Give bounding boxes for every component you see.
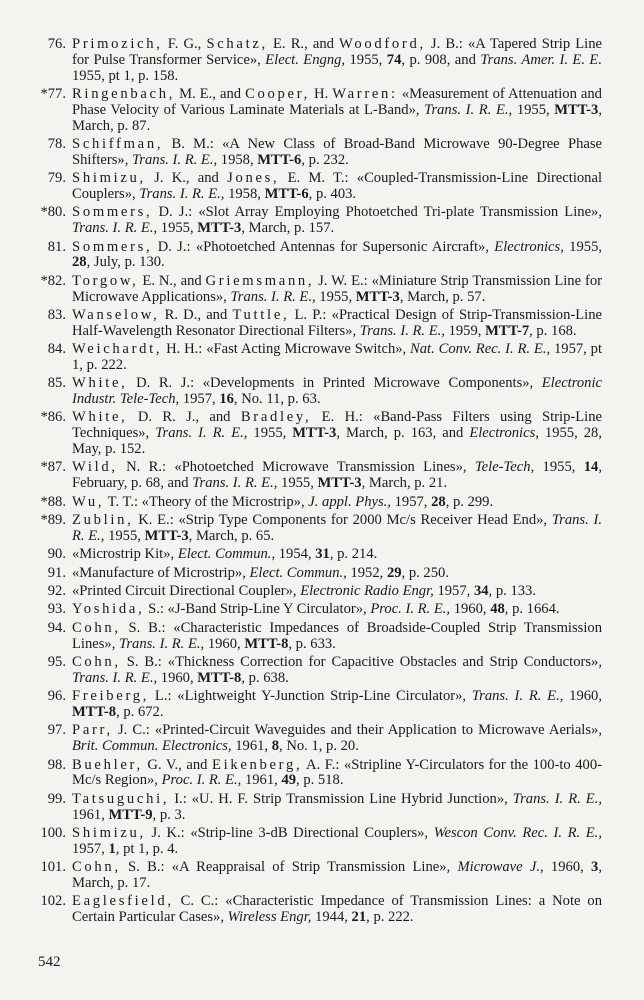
citation-text: 1957, (179, 391, 220, 408)
citation-text: S.: «J-Band Strip-Line Y Circulator», (144, 601, 371, 618)
reference-entry (20, 547, 602, 563)
reference-number: 97. (47, 722, 66, 739)
citation-text: , March, p. 17. (72, 859, 602, 891)
reference-text (72, 460, 602, 492)
citation-text: , p. 403. (308, 185, 357, 202)
author-name: Primozich, (72, 36, 163, 52)
journal-title: Trans. I. R. E., (230, 288, 316, 305)
reference-entry (20, 495, 602, 511)
journal-title: Electronics, (494, 238, 564, 255)
journal-title: Electronic Industr. Tele-Tech, (72, 375, 602, 408)
citation-text: E. R., and (267, 36, 340, 52)
citation-text: S. B.: «Thickness Correction for Capacitive Obstacles and Strip Conductors», (120, 653, 602, 670)
volume-number: MTT-8 (72, 703, 117, 720)
reference-number: 85. (47, 375, 66, 392)
reference-entry (20, 655, 602, 687)
citation-text: G. V., and (142, 756, 212, 773)
reference-entry (20, 460, 602, 492)
citation-text: L.: «Lightweight Y-Junction Strip-Line Circulator», (149, 688, 472, 705)
reference-number: 94. (47, 619, 66, 636)
reference-text (72, 376, 602, 408)
journal-title: Electronic Radio Engr, (300, 583, 434, 599)
journal-title: Brit. Commun. Electronics, (72, 738, 232, 755)
citation-text: 1961, (72, 806, 109, 823)
journal-title: Electronics, (469, 425, 539, 442)
citation-text: «Microstrip Kit», (72, 546, 178, 563)
journal-title: Microwave J., (457, 859, 544, 876)
reference-text (72, 655, 602, 687)
citation-text: E. N., and (138, 272, 206, 289)
author-name: Freiberg, (72, 688, 150, 705)
citation-text: , p. 638. (241, 669, 289, 686)
citation-text: , p. 908, and (401, 51, 481, 68)
citation-text: 1955, (104, 527, 145, 544)
author-name: Woodford, (339, 36, 426, 52)
journal-title: Proc. I. R. E., (161, 772, 242, 789)
volume-number: MTT-9 (108, 806, 153, 823)
author-name: Tuttle, (232, 306, 290, 323)
author-name: Shimizu, (72, 170, 146, 187)
citation-text: 1957, (433, 583, 474, 599)
reference-number: *87. (40, 459, 66, 476)
reference-text (72, 584, 602, 600)
reference-text (72, 621, 602, 653)
citation-text: , March, p. 163, and (336, 425, 470, 442)
citation-text: , March, p. 57. (399, 288, 486, 305)
journal-title: Elect. Commun., (249, 564, 347, 581)
journal-title: Trans. Amer. I. E. E. (480, 51, 602, 68)
volume-number: 28 (431, 493, 446, 510)
citation-text: 1960, (204, 635, 245, 652)
citation-text: 1955, (157, 220, 198, 237)
author-name: Wild, (72, 459, 118, 476)
reference-text (72, 308, 602, 340)
reference-text (72, 410, 602, 457)
author-name: Sommers, (72, 238, 153, 255)
citation-text: , July, p. 130. (86, 254, 165, 271)
volume-number: MTT-3 (355, 288, 400, 305)
author-name: White, (72, 409, 128, 426)
citation-text: 1955, (534, 459, 584, 476)
citation-text: I.: «U. H. F. Strip Transmission Line Hybrid Junction», (169, 790, 513, 807)
reference-number: 102. (40, 893, 66, 910)
reference-entry (20, 240, 602, 272)
reference-number: *88. (40, 493, 66, 510)
reference-entry (20, 602, 602, 618)
author-name: Shimizu, (72, 824, 146, 841)
citation-text: 1960, (450, 601, 491, 618)
citation-text: 1958, (224, 185, 265, 202)
author-name: Torgow, (72, 272, 139, 289)
citation-text: , pt 1, p. 4. (115, 840, 179, 857)
author-name: Zublin, (72, 512, 134, 529)
page-number: 542 (38, 954, 61, 970)
citation-text: 1961, (231, 738, 272, 755)
citation-text: , p. 133. (488, 583, 536, 599)
reference-entry (20, 689, 602, 721)
journal-title: Trans. I. R. E., (359, 322, 445, 339)
citation-text: , No. 1, p. 20. (279, 738, 359, 755)
reference-number: 101. (40, 859, 66, 876)
citation-text: 1955, (277, 475, 318, 492)
author-name: Schiffman, (72, 135, 164, 152)
reference-entry (20, 566, 602, 582)
journal-title: Trans. I. R. E., (72, 220, 158, 237)
author-name: Wu, (72, 493, 105, 510)
author-name: Griemsmann, (205, 272, 315, 289)
citation-text: B. M.: «A New Class of Broad-Band Microwave 90-Degree Phase Shifters», (72, 135, 602, 168)
citation-text: 1955, (345, 51, 387, 68)
author-name: Yoshida, (72, 601, 145, 618)
citation-text: J. B.: «A Tapered Strip Line for Pulse Transformer Service», (72, 36, 602, 68)
citation-text: 1952, (346, 564, 387, 581)
journal-title: Trans. I. R. E., (119, 635, 205, 652)
volume-number: MTT-3 (197, 220, 242, 237)
citation-text: C. C.: «Characteristic Impedance of Transmission Lines: a Note on Certain Particular Cases», (72, 893, 602, 926)
citation-text: J. C.: «Printed-Circuit Waveguides and their Application to Microwave Aerials», (112, 722, 602, 739)
volume-number: 74 (386, 51, 402, 68)
reference-text (72, 171, 602, 203)
citation-text: 1960, (157, 669, 198, 686)
citation-text: J. W. E.: «Miniature Strip Transmission Line for Microwave Applications», (72, 272, 602, 305)
author-name: Bradley, (240, 409, 312, 426)
journal-title: Trans. I. R. E., (424, 101, 513, 118)
author-name: Tatsuguchi, (72, 790, 170, 807)
reference-text (72, 37, 602, 84)
citation-text: 1955, (512, 101, 555, 118)
author-name: Wanselow, (72, 306, 160, 323)
reference-text (72, 513, 602, 545)
citation-text: , February, p. 68, and (72, 459, 602, 492)
reference-list (20, 37, 602, 928)
journal-title: Trans. I. R. E., (155, 425, 248, 442)
citation-text: D. J.: «Photoetched Antennas for Supersonic Aircraft», (152, 238, 495, 255)
reference-number: *77. (40, 85, 66, 102)
reference-text (72, 87, 602, 134)
reference-number: 100. (40, 824, 66, 841)
reference-entry (20, 274, 602, 306)
reference-number: 81. (47, 238, 66, 255)
volume-number: MTT-8 (244, 635, 289, 652)
reference-number: 90. (47, 546, 66, 563)
citation-text: 1944, (311, 909, 352, 926)
citation-text: , p. 1664. (504, 601, 560, 618)
reference-entry (20, 171, 602, 203)
author-name: Buehler, (72, 756, 143, 773)
reference-number: 78. (47, 135, 66, 152)
author-name: Sommers, (72, 204, 153, 221)
citation-text: L. P.: «Practical Design of Strip-Transmission-Line Half-Wavelength Resonator Directional Filters», (72, 306, 602, 339)
reference-entry (20, 894, 602, 926)
journal-title: Trans. I. R. E., (132, 151, 218, 168)
reference-number: 92. (47, 583, 66, 599)
citation-text: 1955, (563, 238, 603, 255)
citation-text: 1961, (241, 772, 282, 789)
citation-text: H. (310, 85, 333, 102)
citation-text: «Manufacture of Microstrip», (72, 564, 250, 581)
volume-number: MTT-3 (317, 475, 362, 492)
reference-text (72, 826, 602, 858)
volume-number: 8 (271, 738, 280, 755)
citation-text: , p. 633. (288, 635, 336, 652)
journal-title: Elect. Commun., (177, 546, 276, 563)
citation-text: , p. 232. (301, 151, 349, 168)
reference-entry (20, 87, 602, 134)
citation-text: M. E., and (175, 85, 246, 102)
volume-number: MTT-6 (257, 151, 302, 168)
author-name: Parr, (72, 722, 113, 739)
reference-entry (20, 410, 602, 457)
volume-number: 28 (72, 254, 87, 271)
citation-text: , March, p. 21. (361, 475, 448, 492)
citation-text: N. R.: «Photoetched Microwave Transmission Lines», (117, 459, 475, 476)
reference-number: 91. (47, 564, 66, 581)
citation-text: 1957, (390, 493, 432, 510)
citation-text: J. K., and (145, 170, 228, 187)
reference-text (72, 205, 602, 237)
reference-entry (20, 792, 602, 824)
reference-number: 98. (47, 756, 66, 773)
citation-text: D. R. J.: «Developments in Printed Microwave Components», (127, 375, 542, 392)
author-name: White, (72, 375, 128, 392)
citation-text: , p. 168. (529, 322, 577, 339)
journal-title: Wescon Conv. Rec. I. R. E., (433, 824, 602, 841)
volume-number: MTT-8 (197, 669, 242, 686)
reference-number: *89. (40, 512, 66, 529)
reference-text (72, 894, 602, 926)
citation-text: , p. 299. (445, 493, 494, 510)
citation-text: 1957, (72, 840, 109, 857)
citation-text: D. R. J., and (127, 409, 241, 426)
reference-text (72, 547, 602, 563)
reference-entry (20, 342, 602, 374)
reference-number: *82. (40, 272, 66, 289)
citation-text: , p. 250. (401, 564, 449, 581)
journal-title: Elect. Engng, (265, 51, 346, 68)
reference-number: 96. (47, 688, 66, 705)
reference-number: 76. (47, 36, 66, 52)
author-name: Cohn, (72, 859, 121, 876)
journal-title: Trans. I. R. E., (139, 185, 225, 202)
reference-entry (20, 308, 602, 340)
citation-text: 1954, (275, 546, 316, 563)
citation-text: S. B.: «A Reappraisal of Strip Transmission Line», (120, 859, 458, 876)
citation-text: , p. 3. (152, 806, 186, 823)
journal-title: Trans. I. R. E., (72, 512, 602, 544)
citation-text: H. H.: «Fast Acting Microwave Switch», (162, 341, 411, 358)
reference-number: 99. (47, 790, 66, 807)
reference-number: 93. (47, 601, 66, 618)
volume-number: MTT-3 (144, 527, 189, 544)
reference-entry (20, 513, 602, 545)
journal-title: Proc. I. R. E., (370, 601, 451, 618)
citation-text: A. F.: «Stripline Y-Circulators for the 100-to 400-Mc/s Region», (72, 756, 602, 789)
reference-entry (20, 205, 602, 237)
author-name: Jones, (227, 170, 280, 187)
citation-text: E. M. T.: «Coupled-Transmission-Line Directional Couplers», (72, 170, 602, 202)
reference-entry (20, 376, 602, 408)
reference-text (72, 495, 602, 511)
volume-number: MTT-6 (264, 185, 309, 202)
journal-title: J. appl. Phys., (308, 493, 391, 510)
citation-text: D. J.: «Slot Array Employing Photoetched Tri-plate Transmission Line», (152, 204, 602, 221)
citation-text: , p. 672. (116, 703, 164, 720)
volume-number: 16 (219, 391, 234, 408)
author-name: Eaglesfield, (72, 893, 174, 910)
citation-text: 1955, (247, 425, 293, 442)
author-name: Cohn, (72, 619, 121, 636)
reference-entry (20, 584, 602, 600)
reference-entry (20, 37, 602, 84)
reference-text (72, 792, 602, 824)
citation-text: «Printed Circuit Directional Coupler», (72, 583, 301, 599)
volume-number: 21 (351, 909, 367, 926)
reference-entry (20, 826, 602, 858)
citation-text: 1960, (543, 859, 592, 876)
citation-text: T. T.: «Theory of the Microstrip», (104, 493, 309, 510)
reference-text (72, 342, 602, 374)
citation-text: , March, p. 87. (72, 101, 602, 134)
journal-title: Tele-Tech, (474, 459, 535, 476)
author-name: Warren: (332, 85, 398, 102)
author-name: Weichardt, (72, 341, 163, 358)
citation-text: «Measurement of Attenuation and Phase Velocity of Various Laminate Materials at L-Band», (72, 85, 602, 118)
citation-text: E. H.: «Band-Pass Filters using Strip-Line Techniques», (72, 409, 602, 442)
volume-number: 48 (490, 601, 505, 618)
reference-number: 84. (47, 341, 66, 358)
volume-number: 14 (583, 459, 599, 476)
citation-text: , March, p. 157. (241, 220, 335, 237)
reference-number: 83. (47, 306, 66, 323)
reference-entry (20, 723, 602, 755)
citation-text: , No. 11, p. 63. (233, 391, 321, 408)
journal-title: Trans. I. R. E., (512, 790, 602, 807)
citation-text: 1955, 28, May, p. 152. (72, 425, 602, 458)
reference-text (72, 860, 602, 892)
citation-text: F. G., (162, 36, 207, 52)
author-name: Cooper, (245, 85, 311, 102)
author-name: Schatz, (206, 36, 268, 52)
reference-text (72, 240, 602, 272)
volume-number: 1 (108, 840, 116, 857)
citation-text: 1959, (444, 322, 486, 339)
reference-text (72, 723, 602, 755)
reference-text (72, 137, 602, 169)
journal-title: Nat. Conv. Rec. I. R. E., (410, 341, 551, 358)
citation-text: , p. 518. (296, 772, 344, 789)
citation-text: 1960, (563, 688, 603, 705)
reference-entry (20, 860, 602, 892)
citation-text: 1958, (217, 151, 258, 168)
reference-number: 95. (47, 653, 66, 670)
journal-title: Trans. I. R. E., (72, 669, 158, 686)
citation-text: 1957, pt 1, p. 222. (72, 341, 603, 373)
reference-number: *86. (40, 409, 66, 426)
journal-title: Trans. I. R. E., (471, 688, 564, 705)
reference-number: *80. (40, 204, 66, 221)
citation-text: K. E.: «Strip Type Components for 2000 Mc/s Receiver Head End», (133, 512, 552, 529)
citation-text: 1955, (315, 288, 356, 305)
volume-number: MTT-3 (292, 425, 337, 442)
citation-text: J. K.: «Strip-line 3-dB Directional Couplers», (145, 824, 434, 841)
author-name: Eikenberg, (211, 756, 303, 773)
reference-text (72, 274, 602, 306)
reference-text (72, 758, 602, 790)
citation-text: 1955, pt 1, p. 158. (72, 67, 179, 84)
volume-number: 49 (281, 772, 297, 789)
volume-number: MTT-3 (554, 101, 599, 118)
volume-number: 3 (591, 859, 599, 876)
citation-text: , p. 214. (329, 546, 378, 563)
journal-title: Trans. I. R. E., (192, 475, 278, 492)
citation-text: R. D., and (159, 306, 233, 323)
reference-entry (20, 137, 602, 169)
citation-text: S. B.: «Characteristic Impedances of Broadside-Coupled Strip Transmission Lines», (72, 619, 602, 652)
reference-text (72, 602, 602, 618)
journal-title: Wireless Engr, (227, 909, 312, 926)
volume-number: MTT-7 (485, 322, 530, 339)
volume-number: 29 (386, 564, 402, 581)
citation-text: , p. 222. (366, 909, 414, 926)
author-name: Cohn, (72, 653, 121, 670)
reference-text (72, 566, 602, 582)
volume-number: 31 (315, 546, 330, 563)
reference-entry (20, 758, 602, 790)
reference-entry (20, 621, 602, 653)
citation-text: , March, p. 65. (188, 527, 275, 544)
reference-text (72, 689, 602, 721)
reference-number: 79. (47, 170, 66, 187)
volume-number: 34 (473, 583, 489, 599)
author-name: Ringenbach, (72, 85, 176, 102)
